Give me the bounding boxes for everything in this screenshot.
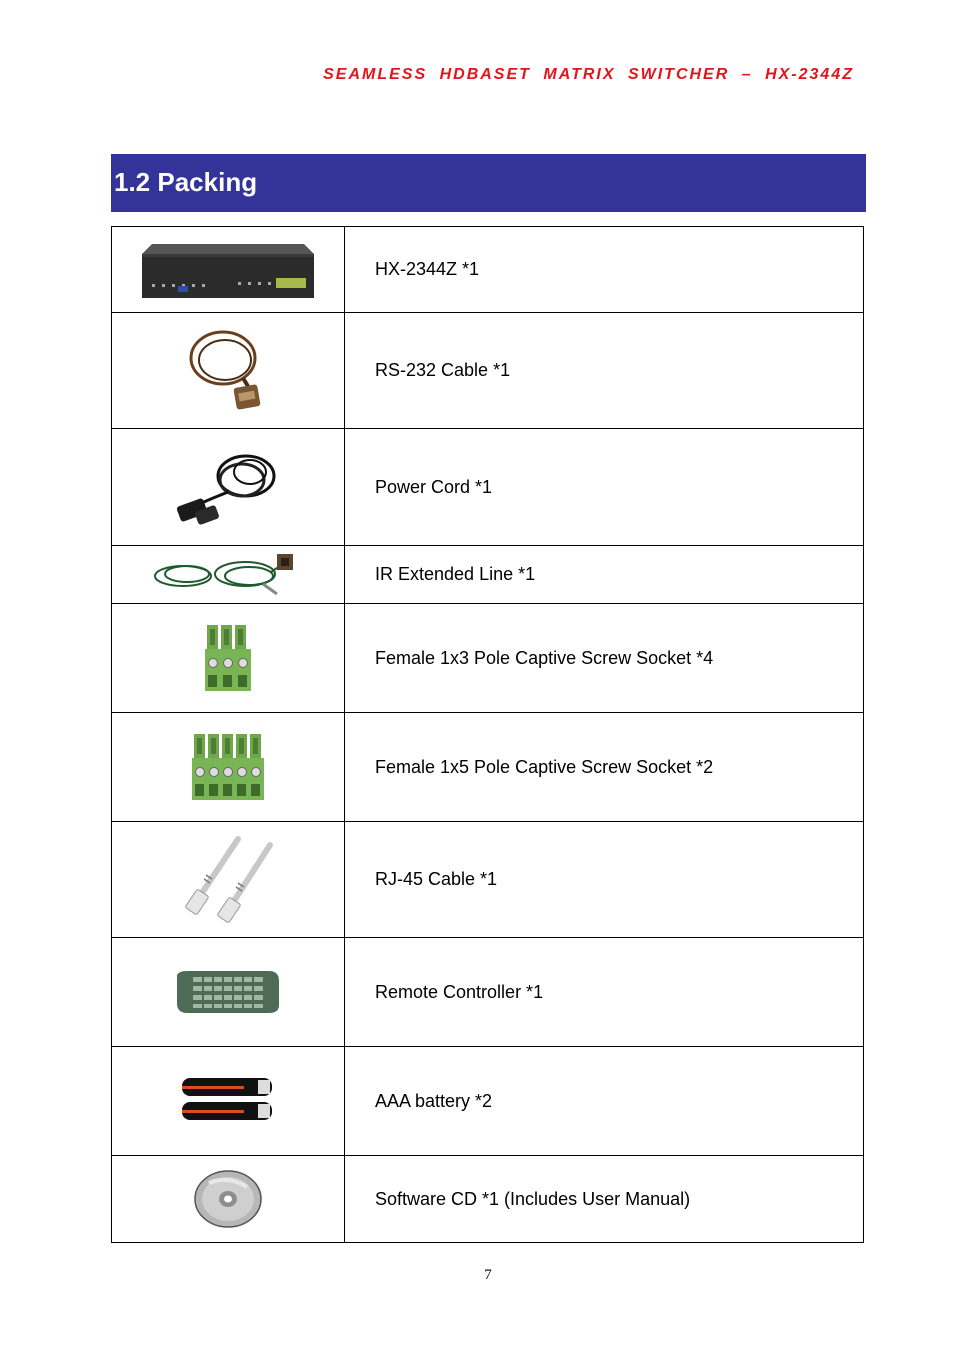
item-label: RS-232 Cable *1 xyxy=(345,313,864,429)
section-title: 1.2 Packing xyxy=(114,167,258,197)
item-image-cell xyxy=(112,227,345,313)
table-row xyxy=(112,313,864,429)
power-cord-icon xyxy=(168,442,288,532)
table-row xyxy=(112,822,864,938)
ir-extended-line-icon xyxy=(153,550,303,600)
item-label: RJ-45 Cable *1 xyxy=(345,822,864,938)
item-image-cell xyxy=(112,429,345,546)
item-image-cell xyxy=(112,713,345,822)
remote-controller-icon xyxy=(173,969,283,1015)
table-row xyxy=(112,546,864,604)
page-number: 7 xyxy=(484,1267,492,1283)
item-label: Remote Controller *1 xyxy=(345,938,864,1047)
running-header: SEAMLESS HDBASET MATRIX SWITCHER – HX-2344Z xyxy=(323,66,854,83)
table-row xyxy=(112,604,864,713)
rj45-cable-icon xyxy=(178,835,278,925)
table-row xyxy=(112,429,864,546)
item-image-cell xyxy=(112,822,345,938)
table-row xyxy=(112,1047,864,1156)
item-label: HX-2344Z *1 xyxy=(345,227,864,313)
item-label: Female 1x3 Pole Captive Screw Socket *4 xyxy=(345,604,864,713)
packing-list-table xyxy=(111,226,864,1243)
item-label: Software CD *1 (Includes User Manual) xyxy=(345,1156,864,1243)
table-row xyxy=(112,227,864,313)
item-label: IR Extended Line *1 xyxy=(345,546,864,604)
rs232-cable-icon xyxy=(183,326,273,416)
item-image-cell xyxy=(112,938,345,1047)
table-row xyxy=(112,713,864,822)
item-image-cell xyxy=(112,313,345,429)
item-image-cell xyxy=(112,1047,345,1156)
screw-socket-5pole-icon xyxy=(190,732,266,802)
table-row xyxy=(112,1156,864,1243)
item-label: AAA battery *2 xyxy=(345,1047,864,1156)
item-label: Power Cord *1 xyxy=(345,429,864,546)
software-cd-icon xyxy=(193,1169,263,1229)
item-image-cell xyxy=(112,604,345,713)
item-image-cell xyxy=(112,1156,345,1243)
table-row xyxy=(112,938,864,1047)
item-label: Female 1x5 Pole Captive Screw Socket *2 xyxy=(345,713,864,822)
aaa-battery-icon xyxy=(178,1076,278,1126)
section-heading-bar xyxy=(111,154,866,212)
matrix-switcher-icon xyxy=(138,240,318,300)
screw-socket-3pole-icon xyxy=(203,623,253,693)
item-image-cell xyxy=(112,546,345,604)
